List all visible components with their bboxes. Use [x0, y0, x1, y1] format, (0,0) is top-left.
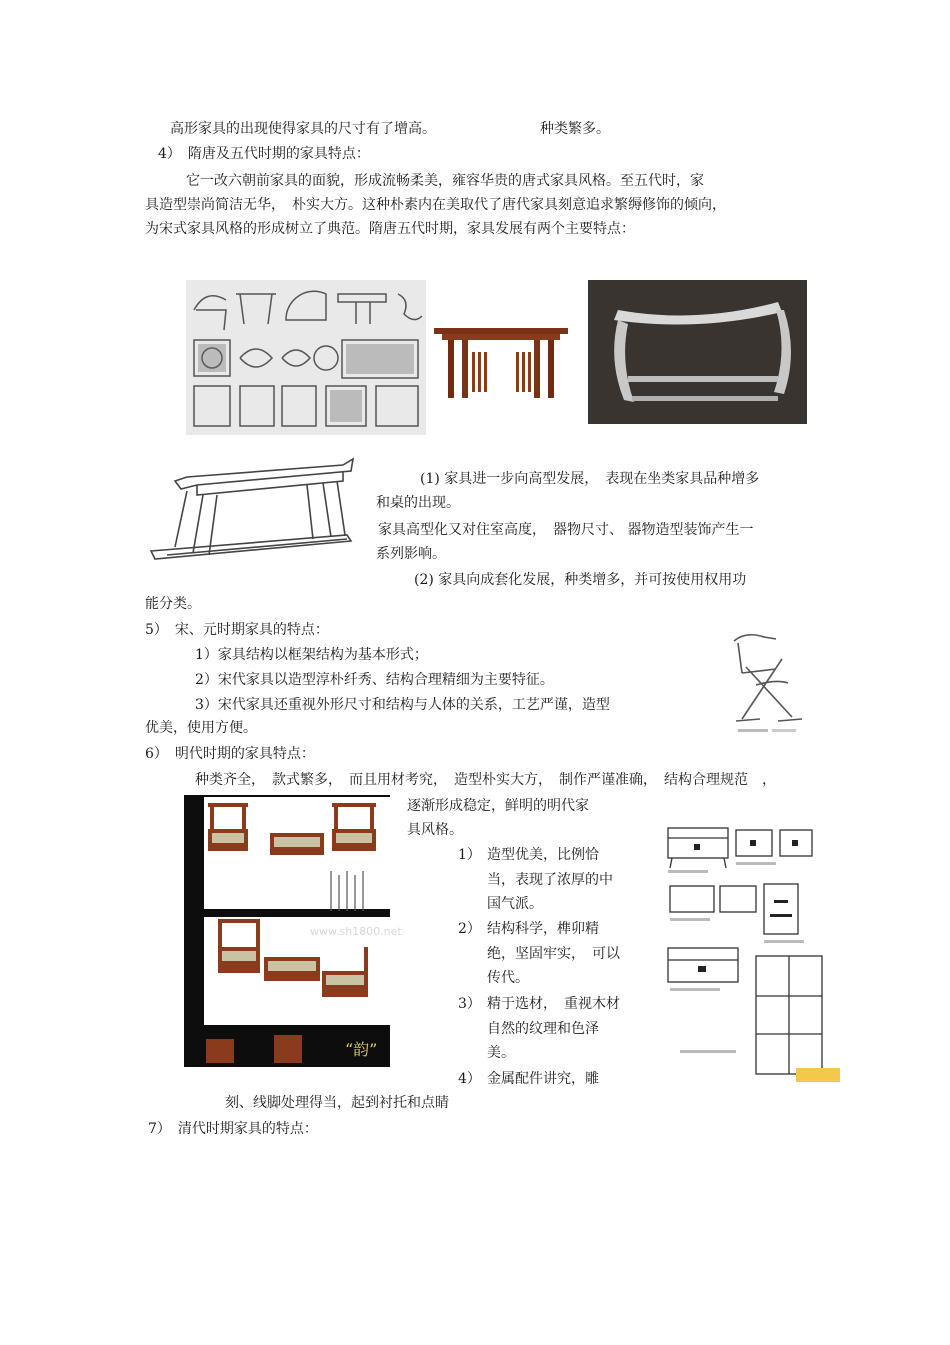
folding-chair-drawing: [716, 625, 826, 740]
brand-logo-text: “韵”: [345, 1040, 378, 1059]
ornament-patterns-drawing: [186, 280, 426, 435]
list-item: 2）宋代家具以造型淳朴纤秀、结构合理精细为主要特征。: [195, 672, 554, 688]
list-number: 4）: [458, 1071, 481, 1087]
list-item: 结构科学，榫卯精: [487, 921, 599, 937]
text-line: 具造型崇尚简洁无华， 朴实大方。这种朴素内在美取代了唐代家具刻意追求繁缛修饰的倾向，: [145, 197, 726, 213]
list-number: 1）: [458, 847, 481, 863]
list-number: 2）: [458, 921, 481, 937]
section-heading-tang: 4） 隋唐及五代时期的家具特点：: [158, 146, 370, 162]
list-item: 绝，坚固牢实， 可以: [487, 946, 620, 962]
watermark-text: www.sh1800.net: [310, 925, 402, 938]
ming-cabinet-sketches: [660, 820, 842, 1088]
text-line: 系列影响。: [376, 546, 446, 562]
text-line: 它一改六朝前家具的面貌，形成流畅柔美，雍容华贵的唐式家具风格。至五代时，家: [186, 173, 704, 189]
wooden-table-drawing: [432, 322, 570, 400]
section-heading-ming: 6） 明代时期的家具特点：: [145, 746, 315, 762]
text-line: 能分类。: [145, 596, 201, 612]
text-line: 种类繁多。: [540, 121, 610, 137]
metal-stool-photo: [588, 280, 807, 424]
list-item: 3）宋代家具还重视外形尺寸和结构与人体的关系，工艺严谨，造型: [195, 697, 610, 713]
list-item: 优美，使用方便。: [145, 720, 257, 736]
text-line: 家具高型化又对住室高度， 器物尺寸、 器物造型装饰产生一: [378, 522, 754, 538]
list-item: 刻、线脚处理得当，起到衬托和点睛: [225, 1095, 449, 1111]
text-line: 高形家具的出现使得家具的尺寸有了增高。: [170, 121, 436, 137]
list-item: 传代。: [487, 970, 529, 986]
list-item: 自然的纹理和色泽: [487, 1021, 599, 1037]
text-line: 为宋式家具风格的形成树立了典范。隋唐五代时期，家具发展有两个主要特点：: [145, 221, 635, 237]
text-line: 具风格。: [407, 822, 463, 838]
text-line: 种类齐全， 款式繁多， 而且用材考究， 造型朴实大方， 制作严谨准确， 结构合理规范 ，: [195, 772, 776, 788]
list-item: 1）家具结构以框架结构为基本形式；: [195, 647, 428, 663]
list-number: 3）: [458, 996, 481, 1012]
list-item: 美。: [487, 1045, 515, 1061]
ornament-patterns-image: [186, 280, 426, 435]
section-heading-song: 5） 宋、元时期家具的特点：: [145, 622, 329, 638]
text-line: 逐渐形成稳定，鲜明的明代家: [407, 798, 589, 814]
text-line: (1) 家具进一步向高型发展， 表现在坐类家具品种增多: [420, 471, 760, 487]
wooden-table-photo: [432, 322, 570, 400]
list-item: 造型优美，比例恰: [487, 847, 599, 863]
folding-chair-sketch: [716, 625, 826, 740]
section-heading-qing: 7） 清代时期家具的特点：: [148, 1121, 318, 1137]
list-item: 金属配件讲究，雕: [487, 1071, 599, 1087]
ming-cabinet-drawings: [660, 820, 842, 1088]
list-item: 国气派。: [487, 896, 543, 912]
tang-table-line-drawing: [147, 455, 357, 570]
list-item: 精于选材， 重视木材: [487, 996, 620, 1012]
metal-stool-drawing: [588, 280, 807, 424]
text-line: 和桌的出现。: [376, 495, 460, 511]
list-item: 当，表现了浓厚的中: [487, 872, 613, 888]
text-line: (2) 家具向成套化发展，种类增多，并可按使用权用功: [414, 572, 747, 588]
tang-table-sketch: [147, 455, 357, 570]
